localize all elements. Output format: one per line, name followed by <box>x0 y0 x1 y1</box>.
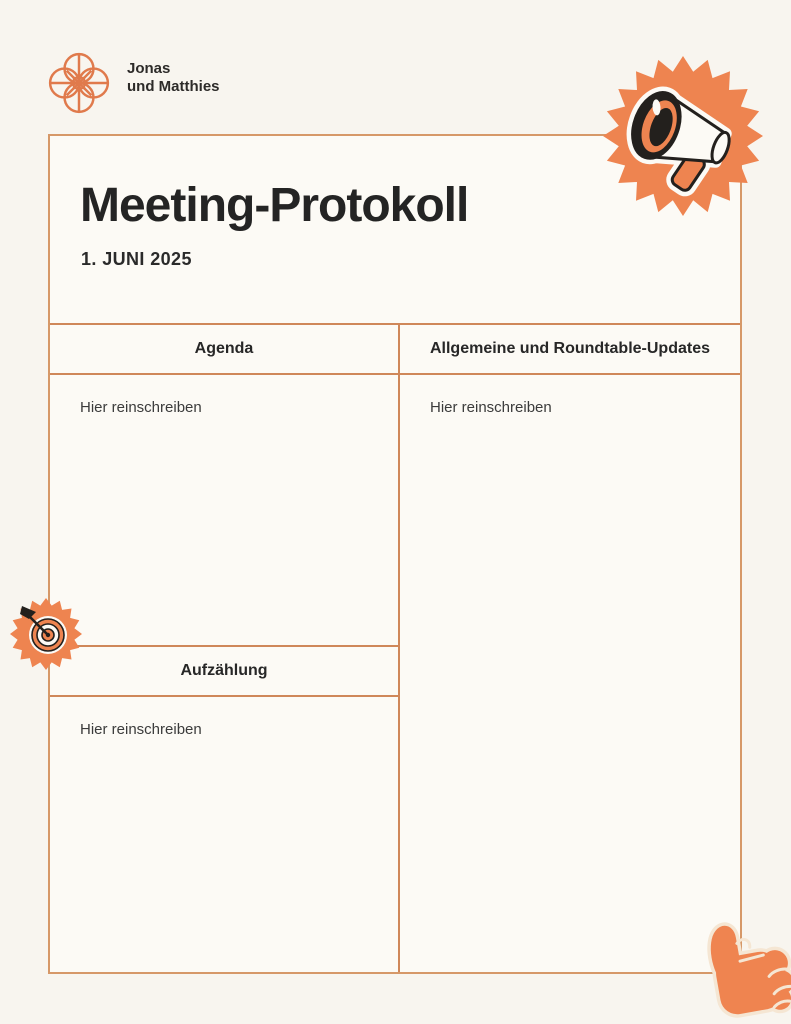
brand-name-line2: und Matthies <box>127 78 220 95</box>
bullets-input-area[interactable] <box>50 697 398 972</box>
megaphone-icon <box>602 55 764 217</box>
brand-name-line1: Jonas <box>127 60 171 77</box>
rosette-logo-icon <box>46 50 112 116</box>
page-title: Meeting-Protokoll <box>80 179 469 232</box>
table-column-right <box>400 325 740 972</box>
updates-placeholder: Hier reinschreiben <box>430 399 552 416</box>
updates-header: Allgemeine und Roundtable-Updates <box>400 325 740 375</box>
protocol-table <box>50 323 740 972</box>
table-column-left <box>50 325 400 972</box>
bullets-placeholder: Hier reinschreiben <box>80 721 202 738</box>
updates-input-area[interactable] <box>400 375 740 972</box>
dartboard-target-icon <box>9 597 83 671</box>
agenda-header: Agenda <box>50 325 398 375</box>
agenda-placeholder: Hier reinschreiben <box>80 399 202 416</box>
bullets-header: Aufzählung <box>50 647 398 697</box>
brand-name <box>127 60 220 96</box>
thumbs-up-icon <box>686 897 791 1024</box>
document-date: 1. JUNI 2025 <box>81 249 192 269</box>
document-frame <box>48 134 742 974</box>
agenda-input-area[interactable] <box>50 375 398 647</box>
